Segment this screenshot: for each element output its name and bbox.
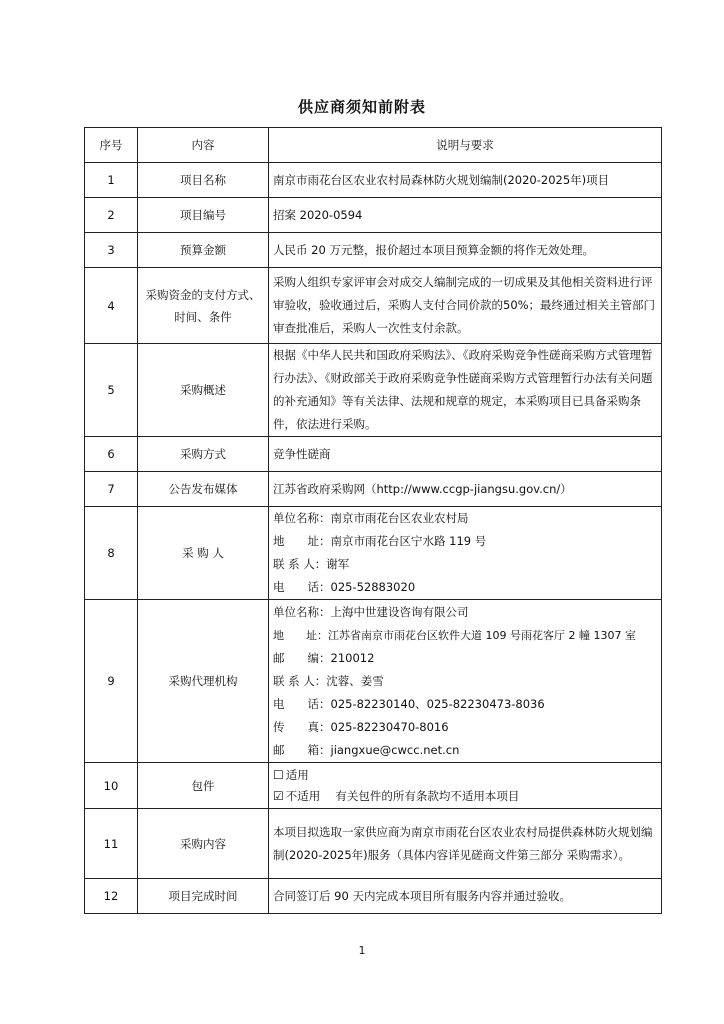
row-number: 9 [85, 600, 138, 763]
table-row [85, 437, 662, 472]
row-item: 预算金额 [138, 233, 269, 268]
row-item: 采购方式 [138, 437, 269, 472]
row-number: 3 [85, 233, 138, 268]
agency-line: 联 系 人：沈蓉、姜雪 [273, 673, 384, 688]
table-row [85, 344, 662, 437]
header-content: 内容 [138, 128, 269, 163]
table-row [85, 163, 662, 198]
option-label: 适用 [285, 767, 309, 782]
agency-line: 邮 箱：jiangxue@cwcc.net.cn [273, 742, 460, 757]
header-seq: 序号 [85, 128, 138, 163]
option-applicable [273, 765, 657, 786]
row-desc: 本项目拟选取一家供应商为南京市雨花台区农业农村局提供森林防火规划编制(2020-2025年)服务（具体内容详见磋商文件第三部分 采购需求）。 [269, 809, 662, 879]
purchaser-line: 电 话：025-52883020 [273, 580, 416, 594]
row-desc: 江苏省政府采购网（http://www.ccgp-jiangsu.gov.cn/） [269, 472, 662, 507]
row-desc: 人民币 20 万元整，报价超过本项目预算金额的将作无效处理。 [269, 233, 662, 268]
table-header-row [85, 128, 662, 163]
row-number: 10 [85, 763, 138, 809]
table-row [85, 233, 662, 268]
table-row [85, 600, 662, 763]
row-number: 2 [85, 198, 138, 233]
row-item: 项目完成时间 [138, 879, 269, 914]
agency-line: 单位名称：上海中世建设咨询有限公司 [273, 604, 469, 619]
table-row [85, 472, 662, 507]
row-item: 采购资金的支付方式、时间、条件 [138, 268, 269, 344]
purchaser-line: 地 址：南京市雨花台区宁水路 119 号 [273, 534, 487, 548]
row-desc: 南京市雨花台区农业农村局森林防火规划编制(2020-2025年)项目 [269, 163, 662, 198]
checkbox-checked-icon: ☑ [273, 788, 284, 803]
row-item: 采购内容 [138, 809, 269, 879]
purchaser-info [269, 507, 662, 600]
table-row [85, 507, 662, 600]
row-desc: 招案 2020-0594 [269, 198, 662, 233]
notice-table [84, 127, 662, 914]
purchaser-line: 联 系 人：谢军 [273, 557, 350, 571]
row-item: 项目名称 [138, 163, 269, 198]
row-desc: 采购人组织专家评审会对成交人编制完成的一切成果及其他相关资料进行评审验收，验收通过后，采购人支付合同价款的50%；最终通过相关主管部门审查批准后，采购人一次性支付余款。 [269, 268, 662, 344]
row-number: 5 [85, 344, 138, 437]
row-number: 12 [85, 879, 138, 914]
table-row [85, 809, 662, 879]
option-not-applicable [273, 786, 657, 807]
row-number: 6 [85, 437, 138, 472]
table-row [85, 268, 662, 344]
row-item: 采 购 人 [138, 507, 269, 600]
header-desc: 说明与要求 [269, 128, 662, 163]
row-item: 采购概述 [138, 344, 269, 437]
page-title: 供应商须知前附表 [297, 98, 426, 116]
row-number: 4 [85, 268, 138, 344]
table-row [85, 198, 662, 233]
package-options [269, 763, 662, 809]
row-desc: 根据《中华人民共和国政府采购法》、《政府采购竞争性磋商采购方式管理暂行办法》、《财政部关于政府采购竞争性磋商采购方式管理暂行办法有关问题的补充通知》等有关法律、法规和规章的规定，本采购项目已具备采购条件，依法进行采购。 [269, 344, 662, 437]
page-number: 1 [358, 944, 366, 957]
purchaser-line: 单位名称：南京市雨花台区农业农村局 [273, 511, 469, 525]
row-item: 项目编号 [138, 198, 269, 233]
table-row [85, 763, 662, 809]
row-item: 采购代理机构 [138, 600, 269, 763]
row-number: 1 [85, 163, 138, 198]
agency-info [269, 600, 662, 763]
agency-line: 传 真：025-82230470-8016 [273, 719, 449, 734]
option-label: 不适用 有关包件的所有条款均不适用本项目 [285, 788, 520, 803]
checkbox-unchecked-icon: ☐ [273, 767, 284, 782]
agency-line: 电 话：025-82230140、025-82230473-8036 [273, 696, 545, 711]
row-number: 7 [85, 472, 138, 507]
row-item: 包件 [138, 763, 269, 809]
agency-line: 邮 编：210012 [273, 650, 375, 665]
row-number: 8 [85, 507, 138, 600]
row-item: 公告发布媒体 [138, 472, 269, 507]
row-desc: 合同签订后 90 天内完成本项目所有服务内容并通过验收。 [269, 879, 662, 914]
row-number: 11 [85, 809, 138, 879]
row-desc: 竞争性磋商 [269, 437, 662, 472]
table-row [85, 879, 662, 914]
agency-line: 地 址：江苏省南京市雨花台区软件大道 109 号雨花客厅 2 幢 1307 室 [273, 628, 636, 642]
